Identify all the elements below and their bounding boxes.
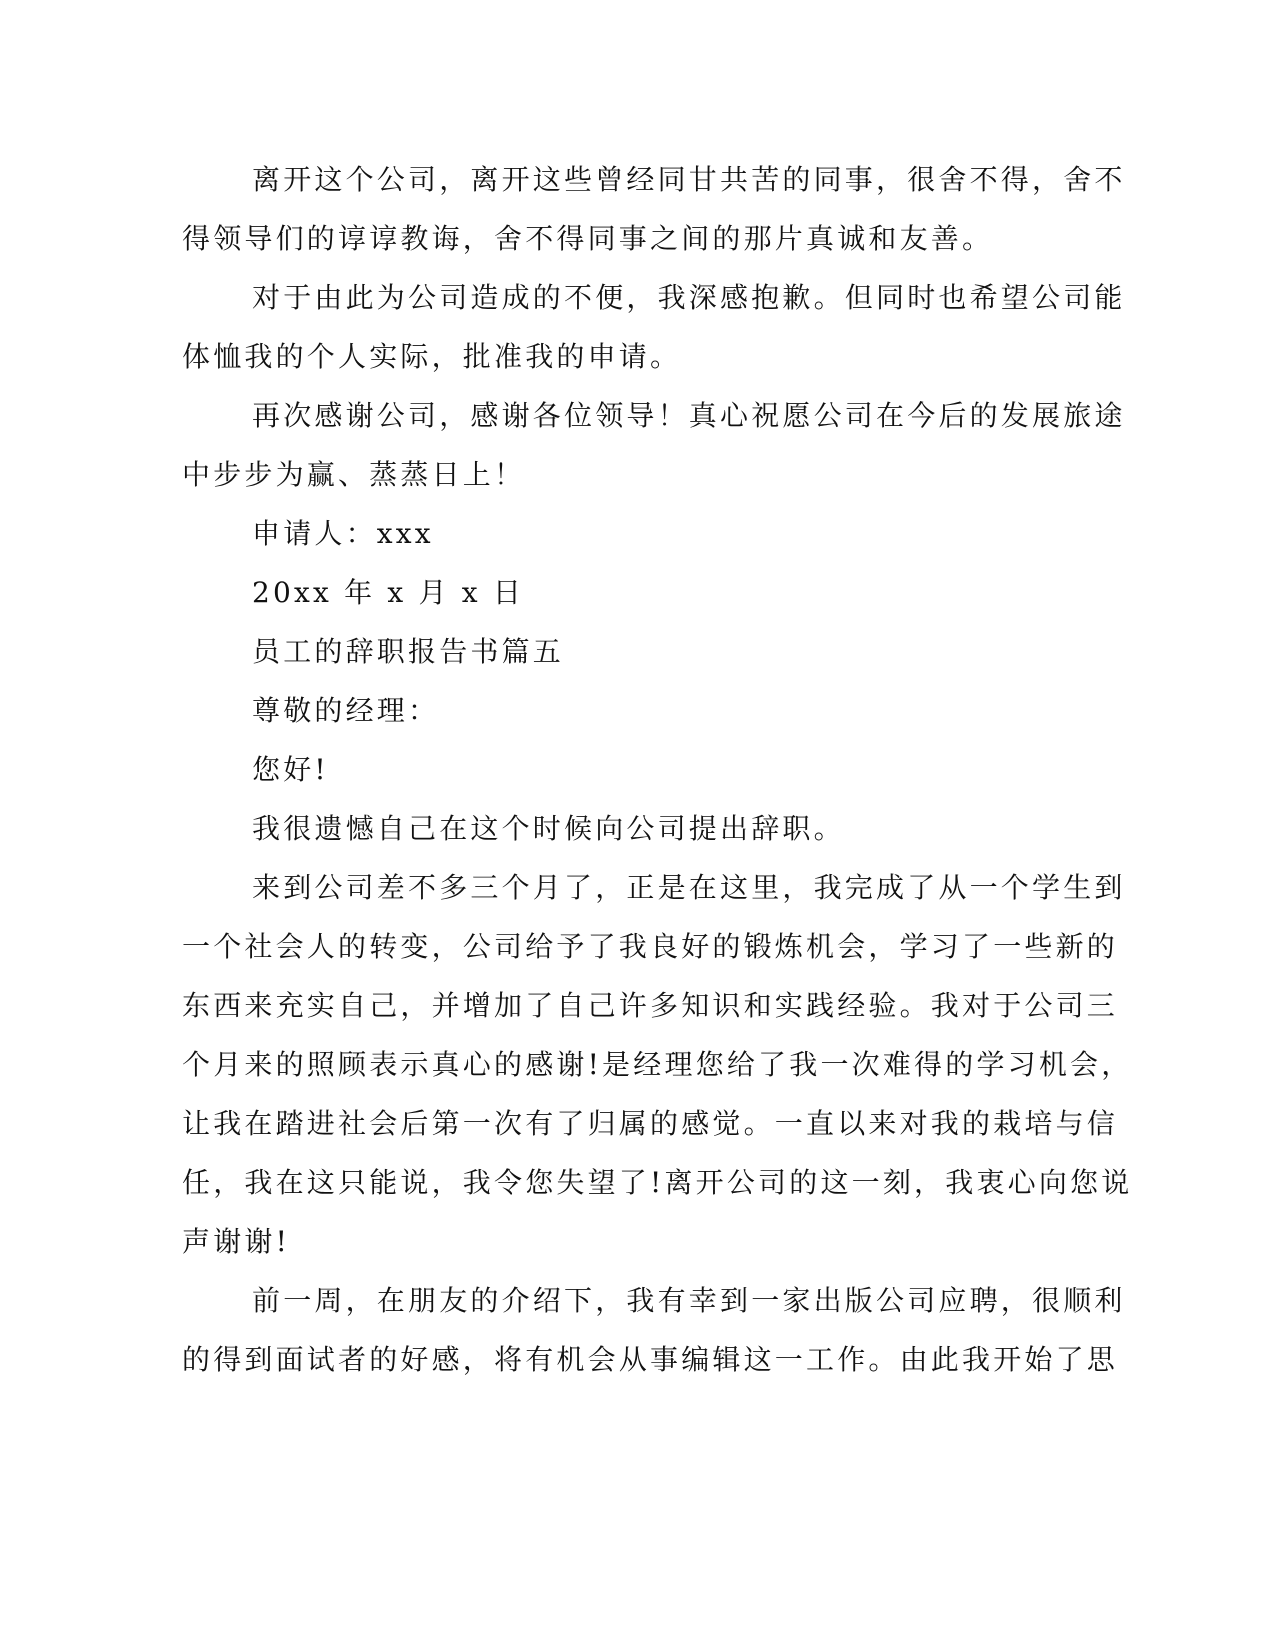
salutation: 尊敬的经理： <box>252 694 440 727</box>
paragraph-line: 声谢谢! <box>182 1225 291 1258</box>
greeting: 您好! <box>252 753 329 786</box>
paragraph-line: 对于由此为公司造成的不便，我深感抱歉。但同时也希望公司能 <box>252 281 1126 314</box>
section-title: 员工的辞职报告书篇五 <box>252 635 565 668</box>
paragraph-line: 来到公司差不多三个月了，正是在这里，我完成了从一个学生到 <box>252 871 1126 904</box>
paragraph-line: 的得到面试者的好感，将有机会从事编辑这一工作。由此我开始了思 <box>182 1343 1119 1376</box>
date-line: 20xx 年 x 月 x 日 <box>252 576 525 609</box>
paragraph-line: 体恤我的个人实际，批准我的申请。 <box>182 340 682 373</box>
paragraph-line: 离开这个公司，离开这些曾经同甘共苦的同事，很舍不得，舍不 <box>252 163 1126 196</box>
paragraph-line: 再次感谢公司，感谢各位领导！真心祝愿公司在今后的发展旅途 <box>252 399 1126 432</box>
paragraph-line: 得领导们的谆谆教诲，舍不得同事之间的那片真诚和友善。 <box>182 222 994 255</box>
paragraph-line: 中步步为赢、蒸蒸日上！ <box>182 458 526 491</box>
paragraph-line: 东西来充实自己，并增加了自己许多知识和实践经验。我对于公司三 <box>182 989 1119 1022</box>
paragraph-line: 让我在踏进社会后第一次有了归属的感觉。一直以来对我的栽培与信 <box>182 1107 1119 1140</box>
applicant-line: 申请人：xxx <box>252 517 434 550</box>
paragraph-line: 任，我在这只能说，我令您失望了!离开公司的这一刻，我衷心向您说 <box>182 1166 1133 1199</box>
paragraph-line: 一个社会人的转变，公司给予了我良好的锻炼机会，学习了一些新的 <box>182 930 1119 963</box>
paragraph-line: 前一周，在朋友的介绍下，我有幸到一家出版公司应聘，很顺利 <box>252 1284 1126 1317</box>
paragraph-line: 我很遗憾自己在这个时候向公司提出辞职。 <box>252 812 845 845</box>
paragraph-line: 个月来的照顾表示真心的感谢!是经理您给了我一次难得的学习机会， <box>182 1048 1133 1081</box>
